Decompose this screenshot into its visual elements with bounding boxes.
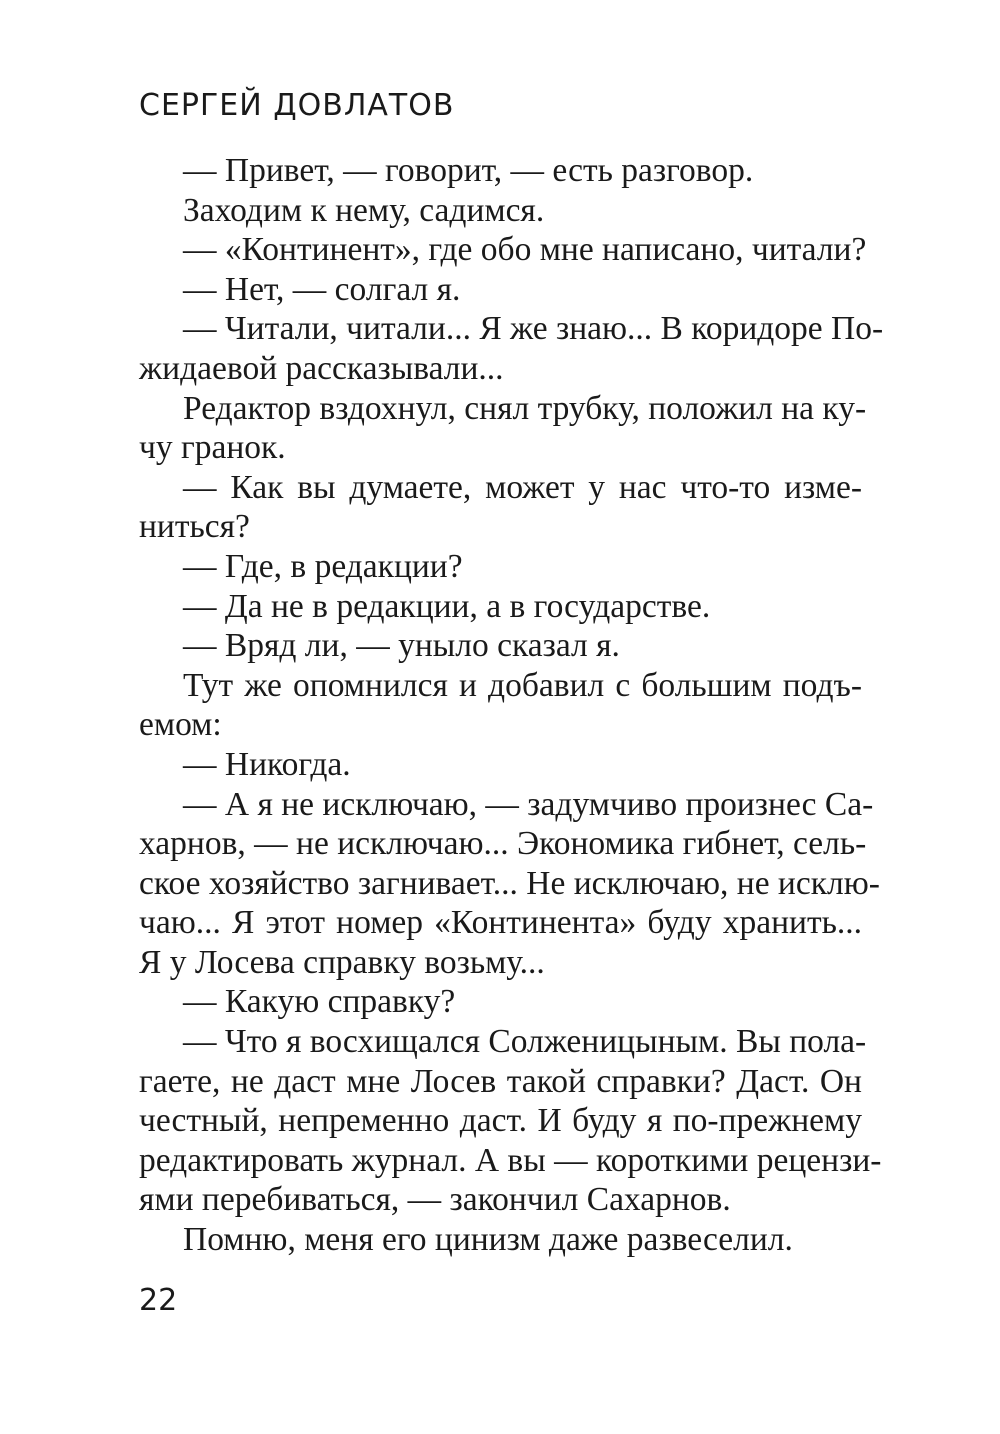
text-line: — Да не в редакции, а в государстве. (183, 587, 711, 625)
text-line: — Что я восхищался Солженицыным. Вы пола- (183, 1023, 867, 1061)
text-line: жидаевой рассказывали... (139, 349, 504, 387)
text-line: ниться? (139, 508, 250, 546)
text-line: редактировать журнал. А вы — короткими рецензи- (139, 1141, 882, 1179)
text-line: Я у Лосева справку возьму... (139, 943, 545, 981)
running-head-author: СЕРГЕЙ ДОВЛАТОВ (139, 88, 455, 123)
text-line: Тут же опомнился и добавил с большим подъ- (183, 666, 862, 704)
text-line: — Привет, — говорит, — есть разговор. (183, 152, 754, 189)
text-line: Редактор вздохнул, снял трубку, положил на ку- (183, 389, 867, 427)
text-line: — Никогда. (183, 745, 351, 783)
text-line: чу гранок. (139, 429, 286, 467)
text-line: харнов, — не исключаю... Экономика гибнет, сель- (139, 825, 867, 863)
text-line: — А я не исключаю, — задумчиво произнес Са- (183, 785, 874, 823)
text-line: ское хозяйство загнивает... Не исключаю, не исклю- (139, 864, 880, 902)
text-line: — Где, в редакции? (183, 547, 463, 585)
body-text (139, 151, 884, 1260)
text-line: — Вряд ли, — уныло сказал я. (183, 627, 620, 665)
text-line: чаю... Я этот номер «Континента» буду хранить... (139, 904, 862, 942)
text-line: — Читали, читали... Я же знаю... В коридоре По- (183, 310, 884, 348)
page-number: 22 (139, 1283, 178, 1318)
text-line: — Какую справку? (183, 983, 456, 1021)
text-line: ями перебиваться, — закончил Сахарнов. (139, 1181, 731, 1219)
text-line: — Нет, — солгал я. (183, 270, 461, 308)
text-line: Помню, меня его цинизм даже развеселил. (183, 1221, 793, 1259)
text-line: Заходим к нему, садимся. (183, 191, 545, 229)
text-line: — «Континент», где обо мне написано, читали? (183, 231, 867, 269)
text-line: — Как вы думаете, может у нас что-то изме- (183, 468, 862, 506)
text-line: гаете, не даст мне Лосев такой справки? Даст. Он (139, 1062, 862, 1100)
text-line: честный, непременно даст. И буду я по-прежнему (139, 1102, 862, 1140)
text-line: емом: (139, 706, 222, 744)
